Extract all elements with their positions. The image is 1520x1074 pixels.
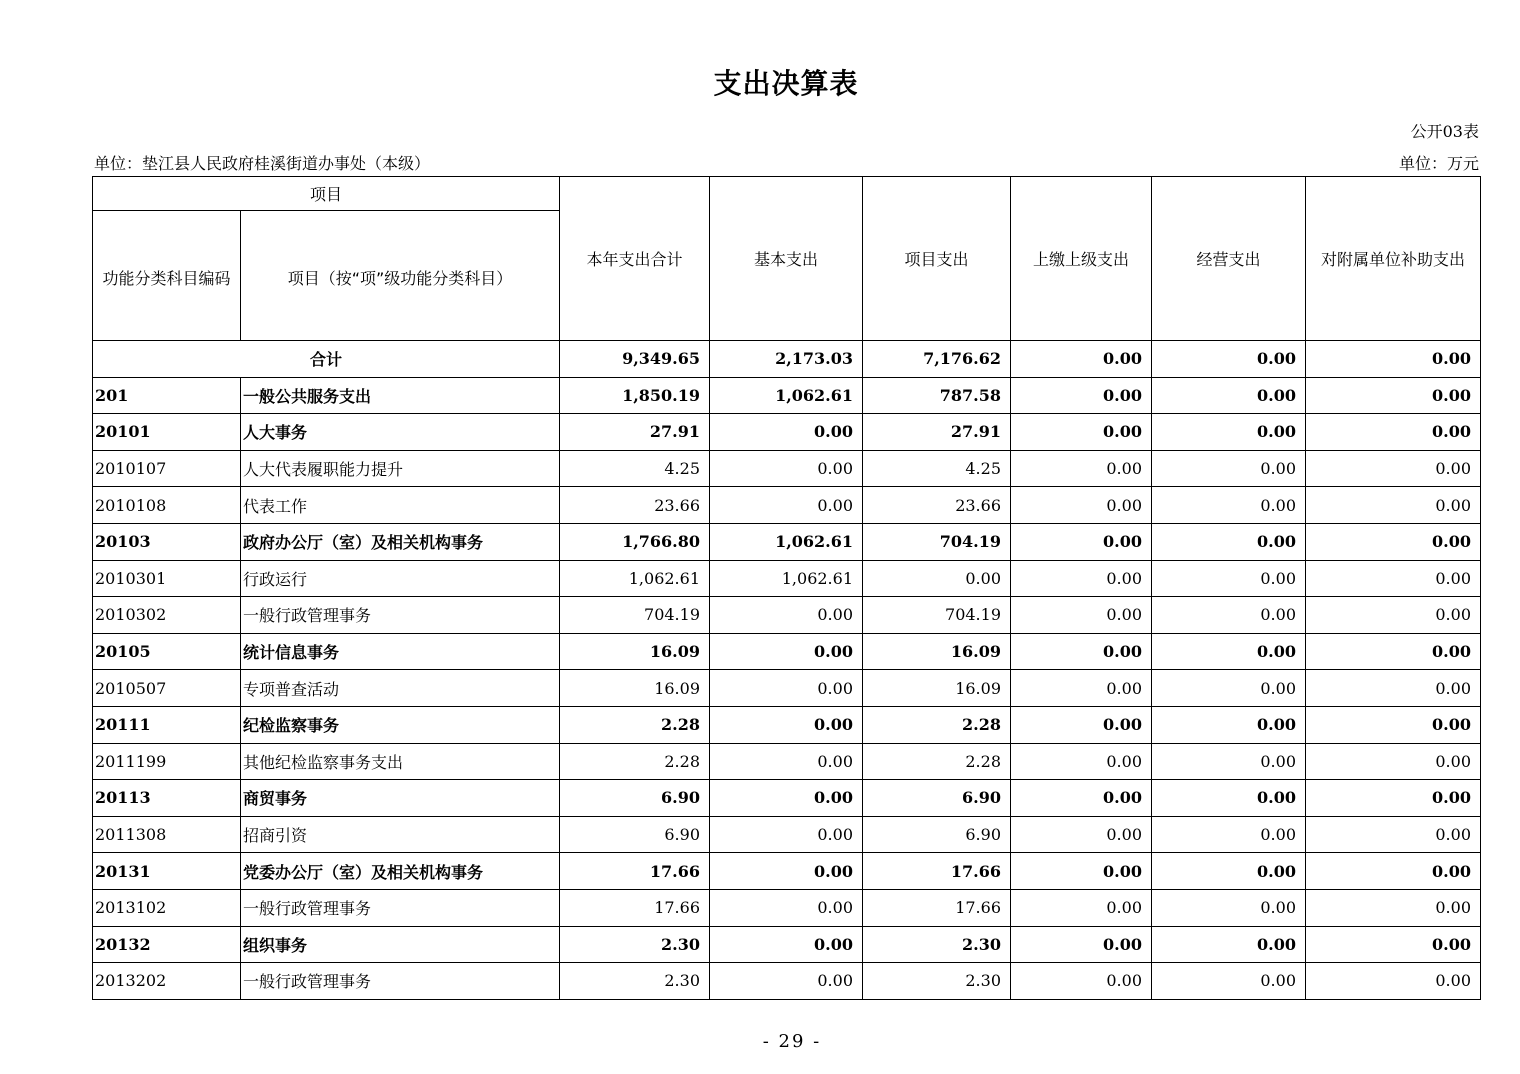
row-value: 0.00 [1306,560,1481,597]
header-upper: 上缴上级支出 [1011,177,1152,341]
row-value: 1,766.80 [560,523,710,560]
table-row [93,487,1481,524]
row-name: 招商引资 [241,816,560,853]
row-value: 0.00 [1011,816,1152,853]
row-value: 0.00 [1152,743,1306,780]
row-value: 0.00 [1152,450,1306,487]
row-value: 0.00 [1306,743,1481,780]
row-name: 一般行政管理事务 [241,963,560,1000]
row-value: 0.00 [1306,780,1481,817]
row-value: 0.00 [1152,889,1306,926]
row-value: 0.00 [1011,633,1152,670]
row-value: 0.00 [863,560,1011,597]
row-value: 0.00 [710,450,863,487]
row-value: 0.00 [1306,523,1481,560]
row-code: 2010107 [93,450,241,487]
header-project: 项目 [93,177,560,211]
row-value: 0.00 [1306,706,1481,743]
row-value: 0.00 [1152,560,1306,597]
row-value: 17.66 [560,889,710,926]
row-value: 0.00 [1306,963,1481,1000]
row-value: 0.00 [1152,523,1306,560]
row-value: 0.00 [1011,597,1152,634]
row-value: 0.00 [1011,706,1152,743]
row-value: 0.00 [1011,414,1152,451]
row-value: 0.00 [1152,487,1306,524]
table-code: 公开03表 [1410,122,1479,141]
row-value: 0.00 [1152,780,1306,817]
header-total: 本年支出合计 [560,177,710,341]
row-value: 1,062.61 [560,560,710,597]
row-value: 27.91 [863,414,1011,451]
table-row [93,633,1481,670]
row-value: 0.00 [710,670,863,707]
row-value: 23.66 [863,487,1011,524]
row-value: 0.00 [1152,853,1306,890]
row-value: 0.00 [710,780,863,817]
row-code: 20131 [93,853,241,890]
row-value: 6.90 [560,816,710,853]
row-value: 0.00 [1011,743,1152,780]
row-value: 0.00 [710,706,863,743]
row-value: 0.00 [1152,926,1306,963]
row-value: 0.00 [1306,816,1481,853]
row-value: 704.19 [560,597,710,634]
row-value: 17.66 [560,853,710,890]
table-row [93,597,1481,634]
row-value: 1,062.61 [710,377,863,414]
table-row [93,523,1481,560]
row-value: 4.25 [560,450,710,487]
row-value: 0.00 [1152,706,1306,743]
row-code: 20105 [93,633,241,670]
table-row [93,560,1481,597]
row-value: 1,062.61 [710,523,863,560]
row-code: 2010507 [93,670,241,707]
table-row [93,706,1481,743]
row-code: 20132 [93,926,241,963]
total-value: 7,176.62 [863,341,1011,378]
page-number: - 29 - [762,1031,822,1052]
table-row [93,889,1481,926]
row-value: 0.00 [1011,889,1152,926]
row-value: 0.00 [1306,889,1481,926]
page-title: 支出决算表 [713,67,859,100]
row-value: 0.00 [1306,450,1481,487]
row-code: 2011308 [93,816,241,853]
total-row [93,341,1481,378]
total-value: 9,349.65 [560,341,710,378]
row-name: 人大事务 [241,414,560,451]
row-value: 2.28 [560,706,710,743]
row-value: 2.30 [863,926,1011,963]
row-code: 2010108 [93,487,241,524]
row-value: 704.19 [863,597,1011,634]
row-value: 17.66 [863,853,1011,890]
row-value: 0.00 [1011,780,1152,817]
header-business: 经营支出 [1152,177,1306,341]
row-code: 2010302 [93,597,241,634]
row-value: 16.09 [560,633,710,670]
row-value: 0.00 [1306,377,1481,414]
row-value: 0.00 [1306,853,1481,890]
header-subsidy: 对附属单位补助支出 [1306,177,1481,341]
row-value: 0.00 [1306,487,1481,524]
row-code: 2013202 [93,963,241,1000]
row-value: 2.30 [560,963,710,1000]
row-value: 0.00 [1152,377,1306,414]
row-value: 2.28 [863,706,1011,743]
row-value: 2.30 [560,926,710,963]
row-value: 6.90 [863,816,1011,853]
row-name: 其他纪检监察事务支出 [241,743,560,780]
row-value: 0.00 [1011,670,1152,707]
header-basic: 基本支出 [710,177,863,341]
row-value: 0.00 [1011,450,1152,487]
row-value: 0.00 [710,414,863,451]
row-name: 一般行政管理事务 [241,597,560,634]
row-code: 20101 [93,414,241,451]
row-name: 专项普查活动 [241,670,560,707]
row-value: 0.00 [1152,963,1306,1000]
table-row [93,963,1481,1000]
expenditure-table [92,176,1481,1000]
row-name: 组织事务 [241,926,560,963]
row-name: 行政运行 [241,560,560,597]
header-project-expense: 项目支出 [863,177,1011,341]
row-name: 政府办公厅（室）及相关机构事务 [241,523,560,560]
row-code: 20111 [93,706,241,743]
row-value: 0.00 [710,963,863,1000]
total-label: 合计 [93,341,560,378]
table-row [93,780,1481,817]
total-value: 2,173.03 [710,341,863,378]
row-value: 0.00 [1011,853,1152,890]
row-value: 6.90 [560,780,710,817]
row-value: 6.90 [863,780,1011,817]
row-value: 787.58 [863,377,1011,414]
row-name: 一般公共服务支出 [241,377,560,414]
row-name: 代表工作 [241,487,560,524]
row-value: 0.00 [1152,816,1306,853]
row-value: 23.66 [560,487,710,524]
row-value: 0.00 [1306,633,1481,670]
row-name: 纪检监察事务 [241,706,560,743]
row-value: 0.00 [1152,414,1306,451]
row-value: 0.00 [1011,523,1152,560]
table-row [93,450,1481,487]
row-value: 0.00 [1306,597,1481,634]
row-value: 16.09 [863,633,1011,670]
row-value: 0.00 [710,816,863,853]
row-name: 一般行政管理事务 [241,889,560,926]
header-func-name: 项目（按“项”级功能分类科目） [241,211,560,341]
row-value: 2.28 [560,743,710,780]
row-value: 0.00 [710,743,863,780]
row-value: 16.09 [560,670,710,707]
row-name: 党委办公厅（室）及相关机构事务 [241,853,560,890]
row-value: 0.00 [1152,597,1306,634]
row-value: 17.66 [863,889,1011,926]
row-value: 1,062.61 [710,560,863,597]
table-row [93,853,1481,890]
row-value: 0.00 [710,926,863,963]
row-value: 0.00 [1306,670,1481,707]
row-value: 0.00 [710,487,863,524]
table-row [93,743,1481,780]
row-code: 2010301 [93,560,241,597]
row-value: 16.09 [863,670,1011,707]
row-value: 0.00 [710,597,863,634]
row-value: 2.28 [863,743,1011,780]
row-value: 0.00 [1306,926,1481,963]
unit-organization: 单位：垫江县人民政府桂溪街道办事处（本级） [94,154,431,173]
row-value: 0.00 [710,889,863,926]
row-value: 704.19 [863,523,1011,560]
table-row [93,926,1481,963]
row-value: 0.00 [1011,926,1152,963]
row-code: 20113 [93,780,241,817]
row-value: 0.00 [1011,377,1152,414]
row-value: 4.25 [863,450,1011,487]
row-value: 0.00 [1011,487,1152,524]
unit-currency: 单位：万元 [1398,154,1479,173]
row-value: 1,850.19 [560,377,710,414]
row-value: 0.00 [710,633,863,670]
row-value: 2.30 [863,963,1011,1000]
row-value: 27.91 [560,414,710,451]
row-code: 20103 [93,523,241,560]
row-value: 0.00 [1011,963,1152,1000]
row-value: 0.00 [1306,414,1481,451]
row-name: 统计信息事务 [241,633,560,670]
header-func-code: 功能分类科目编码 [93,211,241,341]
row-name: 人大代表履职能力提升 [241,450,560,487]
row-value: 0.00 [1011,560,1152,597]
row-code: 2011199 [93,743,241,780]
row-code: 201 [93,377,241,414]
row-value: 0.00 [1152,633,1306,670]
total-value: 0.00 [1152,341,1306,378]
table-row [93,670,1481,707]
row-value: 0.00 [1152,670,1306,707]
total-value: 0.00 [1011,341,1152,378]
table-row [93,816,1481,853]
total-value: 0.00 [1306,341,1481,378]
row-code: 2013102 [93,889,241,926]
row-name: 商贸事务 [241,780,560,817]
table-row [93,377,1481,414]
row-value: 0.00 [710,853,863,890]
table-row [93,414,1481,451]
